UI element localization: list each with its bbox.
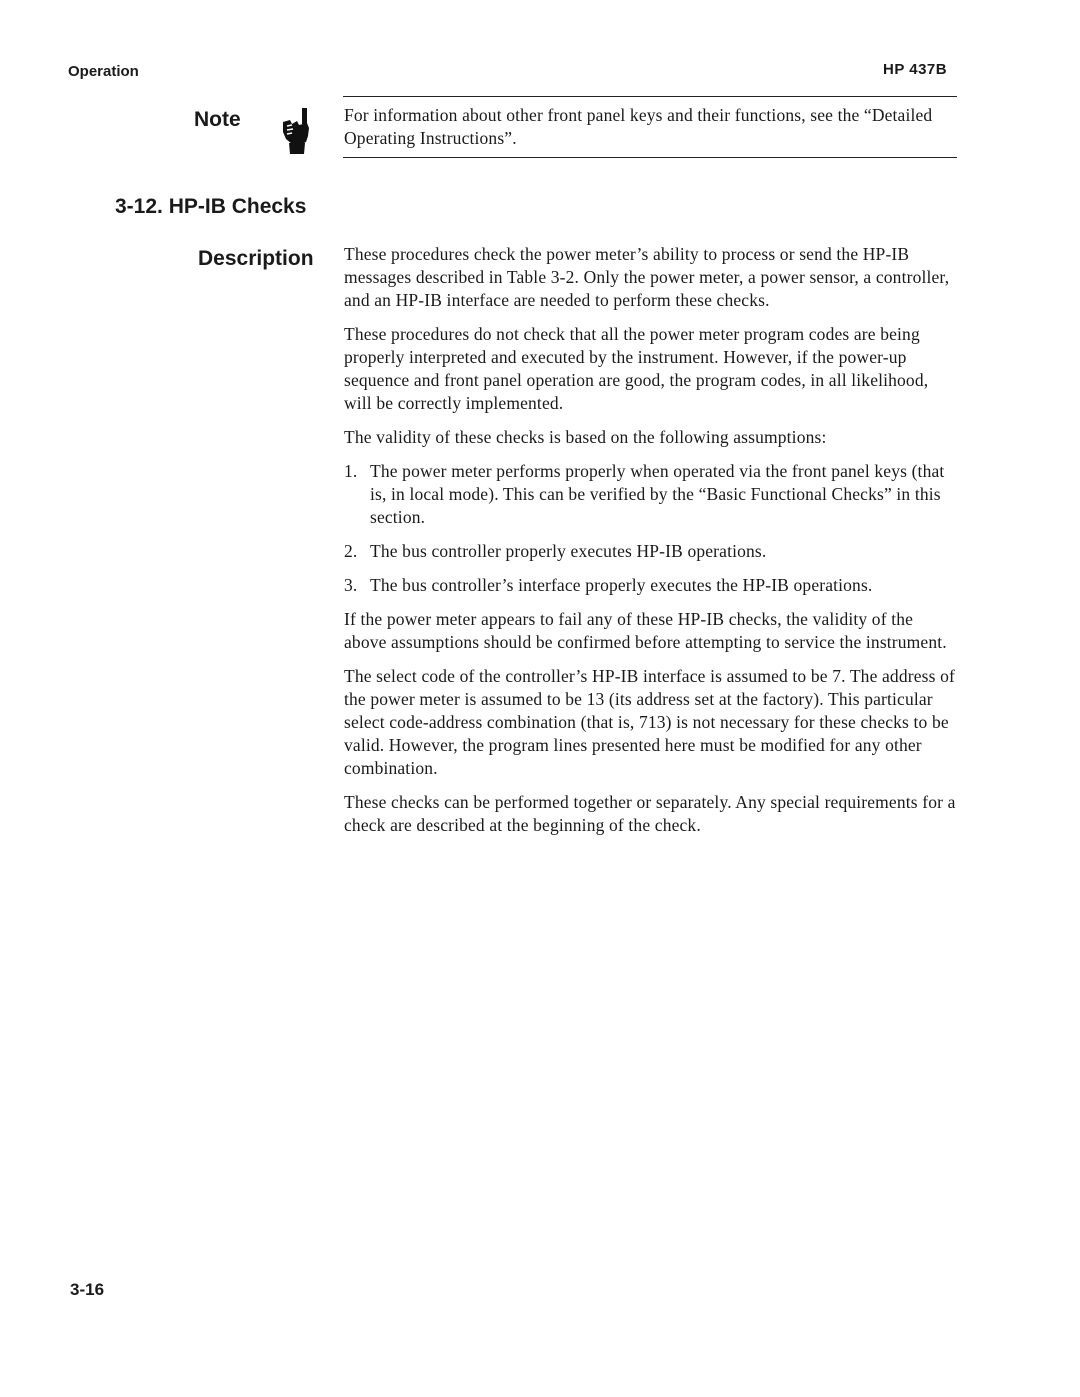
list-item [344,460,960,529]
list-text: The bus controller’s interface properly executes the HP-IB operations. [370,575,873,595]
paragraph: These procedures check the power meter’s ability to process or send the HP-IB messages described in Table 3-2. Only the power meter, a power sensor, a controller, and an HP-IB interface are needed to perform these checks. [344,244,950,310]
section-heading: 3-12. HP-IB Checks [115,195,307,218]
running-header-model: HP 437B [883,61,948,78]
list-number: 1. [344,461,358,481]
list-item [344,574,960,597]
description-body [344,243,960,848]
note-text: For information about other front panel keys and their functions, see the “Detailed Operating Instructions”. [344,105,933,148]
page-number: 3-16 [70,1280,105,1299]
paragraph: The select code of the controller’s HP-IB interface is assumed to be 7. The address of the power meter is assumed to be 13 (its address set at the factory). This particular select code-address combination (that is, 713) is not necessary for these checks to be valid. However, the program lines presented here must be modified for any other combination. [344,666,955,778]
running-header-section: Operation [68,63,139,80]
list-text: The bus controller properly executes HP-IB operations. [370,541,767,561]
paragraph: These procedures do not check that all the power meter program codes are being properly interpreted and executed by the instrument. However, if the power-up sequence and front panel operation are good, the program codes, in all likelihood, will be correctly implemented. [344,324,929,413]
subsection-heading: Description [198,247,314,270]
pointing-hand-icon [280,106,312,156]
paragraph: The validity of these checks is based on the following assumptions: [344,427,827,447]
list-item [344,540,960,563]
note-bottom-rule [343,157,957,158]
list-number: 3. [344,575,358,595]
paragraph: If the power meter appears to fail any of these HP-IB checks, the validity of the above assumptions should be confirmed before attempting to service the instrument. [344,609,947,652]
note-label: Note [194,108,241,131]
paragraph: These checks can be performed together or separately. Any special requirements for a check are described at the beginning of the check. [344,792,956,835]
note-top-rule [343,96,957,97]
list-text: The power meter performs properly when operated via the front panel keys (that is, in local mode). This can be verified by the “Basic Functional Checks” in this section. [370,461,945,527]
list-number: 2. [344,541,358,561]
